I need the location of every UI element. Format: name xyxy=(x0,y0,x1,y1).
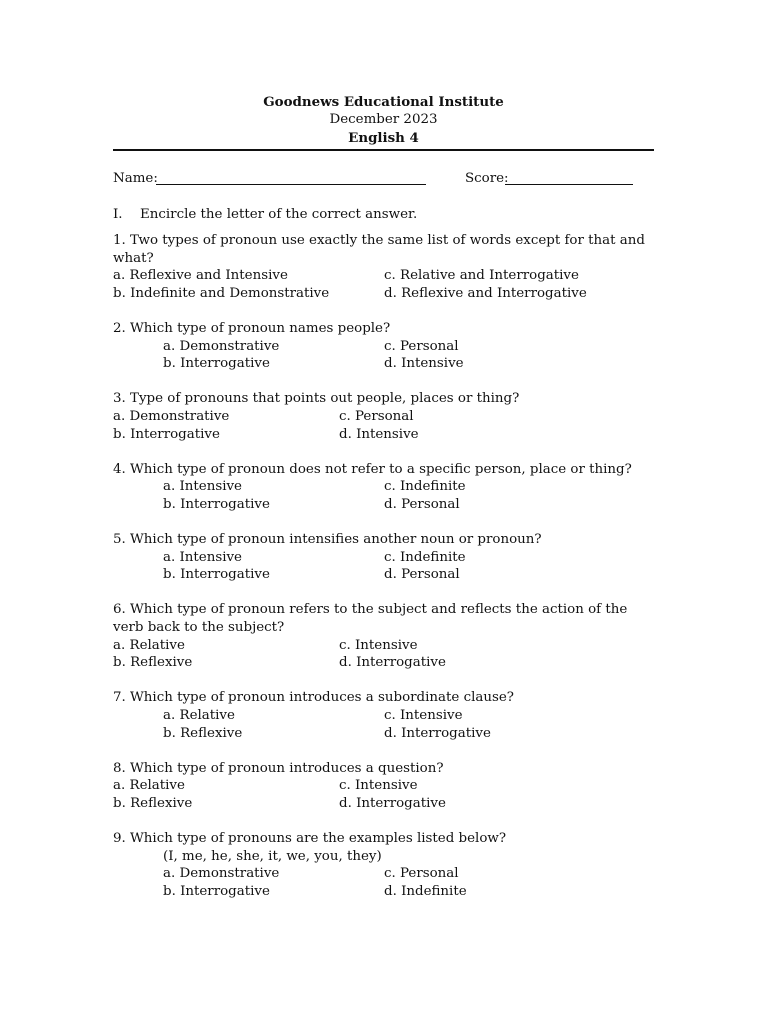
question-9 xyxy=(113,830,658,900)
option-d[interactable]: d. Personal xyxy=(384,567,460,583)
score-blank[interactable] xyxy=(505,184,633,185)
option-row xyxy=(113,865,658,883)
option-c[interactable]: c. Intensive xyxy=(339,637,418,653)
option-b[interactable]: b. Reflexive xyxy=(113,796,193,811)
option-c[interactable]: c. Personal xyxy=(384,866,459,882)
option-c[interactable]: c. Intensive xyxy=(339,778,418,794)
option-d[interactable]: d. Interrogative xyxy=(339,796,446,811)
option-row xyxy=(113,549,658,567)
question-5 xyxy=(113,531,658,584)
question-text: 4. Which type of pronoun does not refer to a specific person, place or thing? xyxy=(113,461,632,477)
question-text: 2. Which type of pronoun names people? xyxy=(113,320,391,336)
option-d[interactable]: d. Intensive xyxy=(339,426,419,442)
name-label: Name: xyxy=(113,171,158,186)
option-a[interactable]: a. Reflexive and Intensive xyxy=(113,268,288,284)
question-list xyxy=(113,232,658,918)
option-row xyxy=(113,496,658,514)
option-row xyxy=(113,338,658,356)
question-4 xyxy=(113,461,658,514)
option-c[interactable]: c. Personal xyxy=(339,408,414,424)
option-a[interactable]: a. Demonstrative xyxy=(113,408,230,424)
option-b[interactable]: b. Reflexive xyxy=(163,725,243,741)
option-row xyxy=(113,725,658,743)
question-examples: (I, me, he, she, it, we, you, they) xyxy=(163,848,382,864)
question-2 xyxy=(113,320,658,373)
option-row xyxy=(113,426,658,444)
option-a[interactable]: a. Intensive xyxy=(163,549,242,565)
question-text: 8. Which type of pronoun introduces a question? xyxy=(113,760,444,776)
option-b[interactable]: b. Interrogative xyxy=(163,567,270,583)
option-row xyxy=(113,566,658,584)
school-name: Goodnews Educational Institute xyxy=(263,94,504,110)
option-row xyxy=(113,408,658,426)
option-row xyxy=(113,654,658,672)
option-a[interactable]: a. Relative xyxy=(163,708,235,724)
question-text: 1. Two types of pronoun use exactly the same list of words except for that and what? xyxy=(113,233,645,266)
instruction xyxy=(113,206,417,224)
option-row xyxy=(113,355,658,373)
question-7 xyxy=(113,689,658,742)
option-c[interactable]: c. Personal xyxy=(384,338,459,354)
option-row xyxy=(113,267,658,285)
instruction-text: Encircle the letter of the correct answer. xyxy=(140,207,418,222)
option-b[interactable]: b. Interrogative xyxy=(113,426,220,442)
option-d[interactable]: d. Intensive xyxy=(384,356,464,372)
option-b[interactable]: b. Reflexive xyxy=(113,655,193,671)
option-c[interactable]: c. Indefinite xyxy=(384,479,466,495)
option-d[interactable]: d. Interrogative xyxy=(339,655,446,671)
subject-title: English 4 xyxy=(348,130,419,146)
option-d[interactable]: d. Interrogative xyxy=(384,725,491,741)
question-3 xyxy=(113,390,658,443)
option-b[interactable]: b. Interrogative xyxy=(163,883,270,899)
section-number: I. xyxy=(113,207,123,222)
option-row xyxy=(113,637,658,655)
option-row xyxy=(113,707,658,725)
option-c[interactable]: c. Indefinite xyxy=(384,549,466,565)
question-text: 5. Which type of pronoun intensifies another noun or pronoun? xyxy=(113,532,542,548)
worksheet-date: December 2023 xyxy=(329,112,438,127)
option-a[interactable]: a. Relative xyxy=(113,637,185,653)
option-a[interactable]: a. Demonstrative xyxy=(163,866,280,882)
question-8 xyxy=(113,760,658,813)
option-b[interactable]: b. Indefinite and Demonstrative xyxy=(113,285,330,301)
option-a[interactable]: a. Relative xyxy=(113,778,185,794)
option-b[interactable]: b. Interrogative xyxy=(163,496,270,512)
option-row xyxy=(113,478,658,496)
question-text: 6. Which type of pronoun refers to the subject and reflects the action of the verb back to the subject? xyxy=(113,602,628,636)
option-a[interactable]: a. Demonstrative xyxy=(163,338,280,354)
option-d[interactable]: d. Personal xyxy=(384,496,460,512)
option-c[interactable]: c. Relative and Interrogative xyxy=(384,268,579,284)
option-a[interactable]: a. Intensive xyxy=(163,479,242,495)
option-row xyxy=(113,285,658,303)
question-1 xyxy=(113,232,658,302)
question-6 xyxy=(113,601,658,671)
option-c[interactable]: c. Intensive xyxy=(384,708,463,724)
option-d[interactable]: d. Indefinite xyxy=(384,883,467,899)
option-row xyxy=(113,795,658,813)
header-rule xyxy=(113,149,654,151)
option-d[interactable]: d. Reflexive and Interrogative xyxy=(384,285,587,301)
question-text: 7. Which type of pronoun introduces a subordinate clause? xyxy=(113,690,514,706)
option-b[interactable]: b. Interrogative xyxy=(163,356,270,372)
student-fields xyxy=(113,170,654,190)
option-row xyxy=(113,883,658,901)
score-label: Score: xyxy=(465,171,509,186)
name-blank[interactable] xyxy=(156,184,426,185)
option-row xyxy=(113,777,658,795)
question-text: 3. Type of pronouns that points out people, places or thing? xyxy=(113,391,520,407)
question-text: 9. Which type of pronouns are the examples listed below? xyxy=(113,831,507,847)
